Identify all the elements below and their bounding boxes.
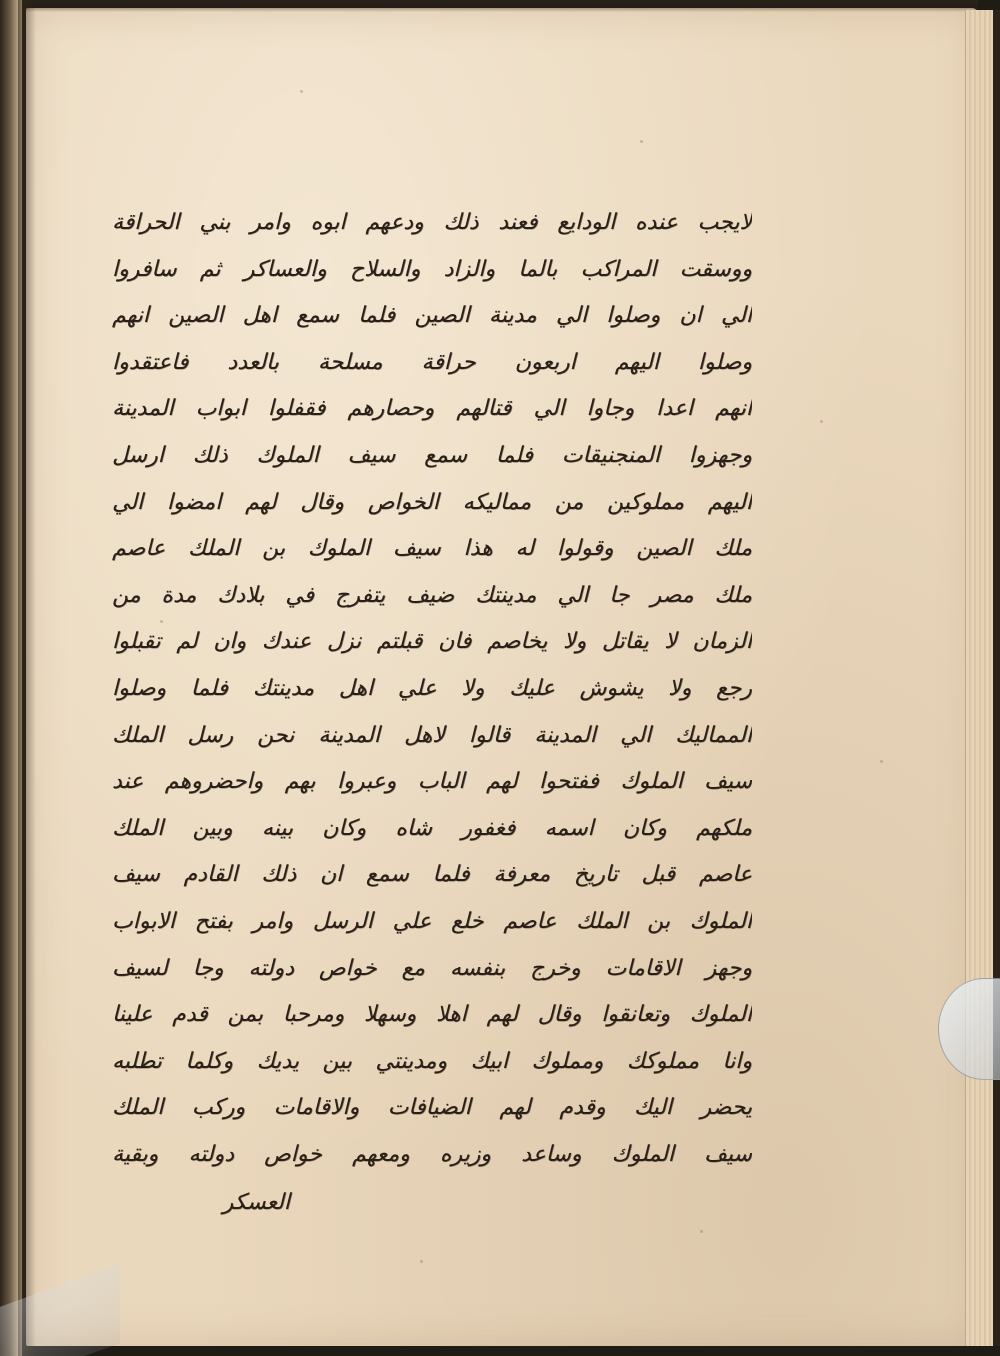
text-line: سيف الملوك وساعد وزيره ومعهم خواص دولته وبقية bbox=[112, 1141, 752, 1167]
paper-speck bbox=[420, 1260, 423, 1263]
text-line: اليهم مملوكين من مماليكه الخواص وقال لهم امضوا الي bbox=[112, 489, 752, 515]
page-fore-edge bbox=[965, 10, 1000, 1346]
paper-speck bbox=[300, 90, 303, 93]
text-line: وجهزوا المنجنيقات فلما سمع سيف الملوك ذلك ارسل bbox=[112, 442, 752, 468]
paper-speck bbox=[640, 140, 643, 143]
text-line: وصلوا اليهم اربعون حراقة مسلحة بالعدد فاعتقدوا bbox=[112, 349, 752, 375]
text-line: الي ان وصلوا الي مدينة الصين فلما سمع اهل الصين انهم bbox=[112, 303, 752, 329]
text-line: سيف الملوك ففتحوا لهم الباب وعبروا بهم واحضروهم عند bbox=[112, 769, 752, 795]
text-line: الملوك بن الملك عاصم خلع علي الرسل وامر بفتح الابواب bbox=[112, 908, 752, 934]
text-line: الزمان لا يقاتل ولا يخاصم فان قبلتم نزل عندك وان لم تقبلوا bbox=[112, 629, 752, 655]
text-line: ملك الصين وقولوا له هذا سيف الملوك بن الملك عاصم bbox=[112, 536, 752, 562]
text-line: وانا مملوكك ومملوك ابيك ومدينتي بين يديك وكلما تطلبه bbox=[112, 1048, 752, 1074]
text-line: ووسقت المراكب بالما والزاد والسلاح والعساكر ثم سافروا bbox=[112, 256, 752, 282]
paper-speck bbox=[880, 760, 883, 763]
text-line: وجهز الاقامات وخرج بنفسه مع خواص دولته وجا لسيف bbox=[112, 955, 752, 981]
text-line: رجع ولا يشوش عليك ولا علي اهل مدينتك فلما وصلوا bbox=[112, 675, 752, 701]
manuscript-text-block bbox=[112, 200, 752, 1178]
text-line: ملك مصر جا الي مدينتك ضيف يتفرج في بلادك مدة من bbox=[112, 582, 752, 608]
gutter-shadow bbox=[18, 0, 36, 1356]
text-line: المماليك الي المدينة قالوا لاهل المدينة نحن رسل الملك bbox=[112, 722, 752, 748]
text-line: ملكهم وكان اسمه فغفور شاه وكان بينه وبين الملك bbox=[112, 815, 752, 841]
paper-speck bbox=[820, 420, 823, 423]
text-line: الملوك وتعانقوا وقال لهم اهلا وسهلا ومرحبا بمن قدم علينا bbox=[112, 1002, 752, 1028]
text-line: عاصم قبل تاريخ معرفة فلما سمع ان ذلك القادم سيف bbox=[112, 862, 752, 888]
text-line: لايجب عنده الودايع فعند ذلك ودعهم ابوه وامر بني الحراقة bbox=[112, 210, 752, 235]
text-line: يحضر اليك وقدم لهم الضيافات والاقامات وركب الملك bbox=[112, 1095, 752, 1121]
paper-speck bbox=[700, 1230, 703, 1233]
text-line: انهم اعدا وجاوا الي قتالهم وحصارهم فقفلوا ابواب المدينة bbox=[112, 396, 752, 422]
top-edge-shadow bbox=[26, 0, 978, 12]
catchword: العسكر bbox=[222, 1190, 290, 1215]
